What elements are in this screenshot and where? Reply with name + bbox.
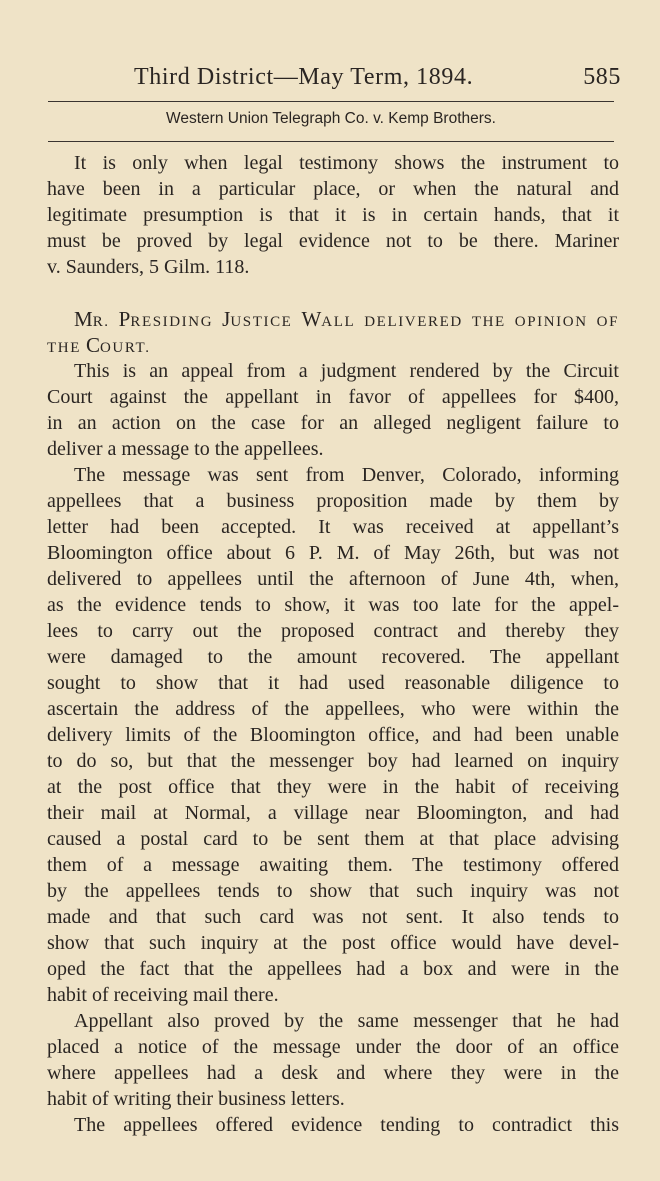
headnote-line: must be proved by legal evidence not to be there. Mariner: [47, 230, 619, 252]
paragraph-2-line: show that such inquiry at the post office would have devel-: [47, 932, 619, 954]
paragraph-2-line: The message was sent from Denver, Colorado, informing: [74, 464, 619, 486]
paragraph-1-line: This is an appeal from a judgment rendered by the Circuit: [74, 360, 619, 382]
page-number: 585: [583, 64, 621, 90]
paragraph-2-line: letter had been accepted. It was received at appellant’s: [47, 516, 619, 538]
header-rule-bottom: [48, 141, 614, 142]
paragraph-2-line: were damaged to the amount recovered. The appellant: [47, 646, 619, 668]
case-title: Western Union Telegraph Co. v. Kemp Brothers.: [166, 110, 496, 127]
paragraph-2-line: Bloomington office about 6 P. M. of May 26th, but was not: [47, 542, 619, 564]
paragraph-2-line: their mail at Normal, a village near Bloomington, and had: [47, 802, 619, 824]
headnote-line: have been in a particular place, or when the natural and: [47, 178, 619, 200]
headnote: [47, 150, 619, 280]
running-head-title: Third District—May Term, 1894.: [134, 64, 474, 90]
paragraph-2-line: sought to show that it had used reasonable diligence to: [47, 672, 619, 694]
paragraph-2-line: delivery limits of the Bloomington office, and had been unable: [47, 724, 619, 746]
paragraph-2-line: them of a message awaiting them. The testimony offered: [47, 854, 619, 876]
header-rule-top: [48, 101, 614, 102]
opinion-body: [47, 358, 619, 1138]
opinion-intro-line: MR. PRESIDING JUSTICE WALL DELIVERED THE OPINION OF: [74, 307, 620, 331]
paragraph-2-line: caused a postal card to be sent them at that place advising: [47, 828, 619, 850]
opinion-intro-line: THE COURT.: [47, 333, 151, 357]
headnote-line: legitimate presumption is that it is in certain hands, that it: [47, 204, 619, 226]
paragraph-3-line: Appellant also proved by the same messenger that he had: [74, 1010, 619, 1032]
paragraph-2-line: as the evidence tends to show, it was too late for the appel-: [47, 594, 619, 616]
paragraph-3-line: habit of writing their business letters.: [47, 1088, 345, 1110]
paragraph-2-line: habit of receiving mail there.: [47, 984, 279, 1006]
paragraph-1-line: deliver a message to the appellees.: [47, 438, 324, 460]
paragraph-1-line: Court against the appellant in favor of appellees for $400,: [47, 386, 619, 408]
paragraph-3-line: placed a notice of the message under the door of an office: [47, 1036, 619, 1058]
opinion-intro: [47, 306, 619, 358]
running-head: [134, 62, 621, 92]
headnote-line: It is only when legal testimony shows the instrument to: [74, 152, 619, 174]
paragraph-2-line: to do so, but that the messenger boy had learned on inquiry: [47, 750, 619, 772]
paragraph-2-line: delivered to appellees until the afternoon of June 4th, when,: [47, 568, 619, 590]
paragraph-2-line: ascertain the address of the appellees, who were within the: [47, 698, 619, 720]
paragraph-2-line: at the post office that they were in the habit of receiving: [47, 776, 619, 798]
paragraph-2-line: by the appellees tends to show that such inquiry was not: [47, 880, 619, 902]
paragraph-4-line: The appellees offered evidence tending to contradict this: [74, 1114, 619, 1136]
paragraph-1-line: in an action on the case for an alleged negligent failure to: [47, 412, 619, 434]
paragraph-2-line: lees to carry out the proposed contract and thereby they: [47, 620, 619, 642]
paragraph-2-line: appellees that a business proposition made by them by: [47, 490, 619, 512]
paragraph-2-line: made and that such card was not sent. It also tends to: [47, 906, 619, 928]
paragraph-2-line: oped the fact that the appellees had a box and were in the: [47, 958, 619, 980]
headnote-line: v. Saunders, 5 Gilm. 118.: [47, 256, 250, 278]
paragraph-3-line: where appellees had a desk and where they were in the: [47, 1062, 619, 1084]
